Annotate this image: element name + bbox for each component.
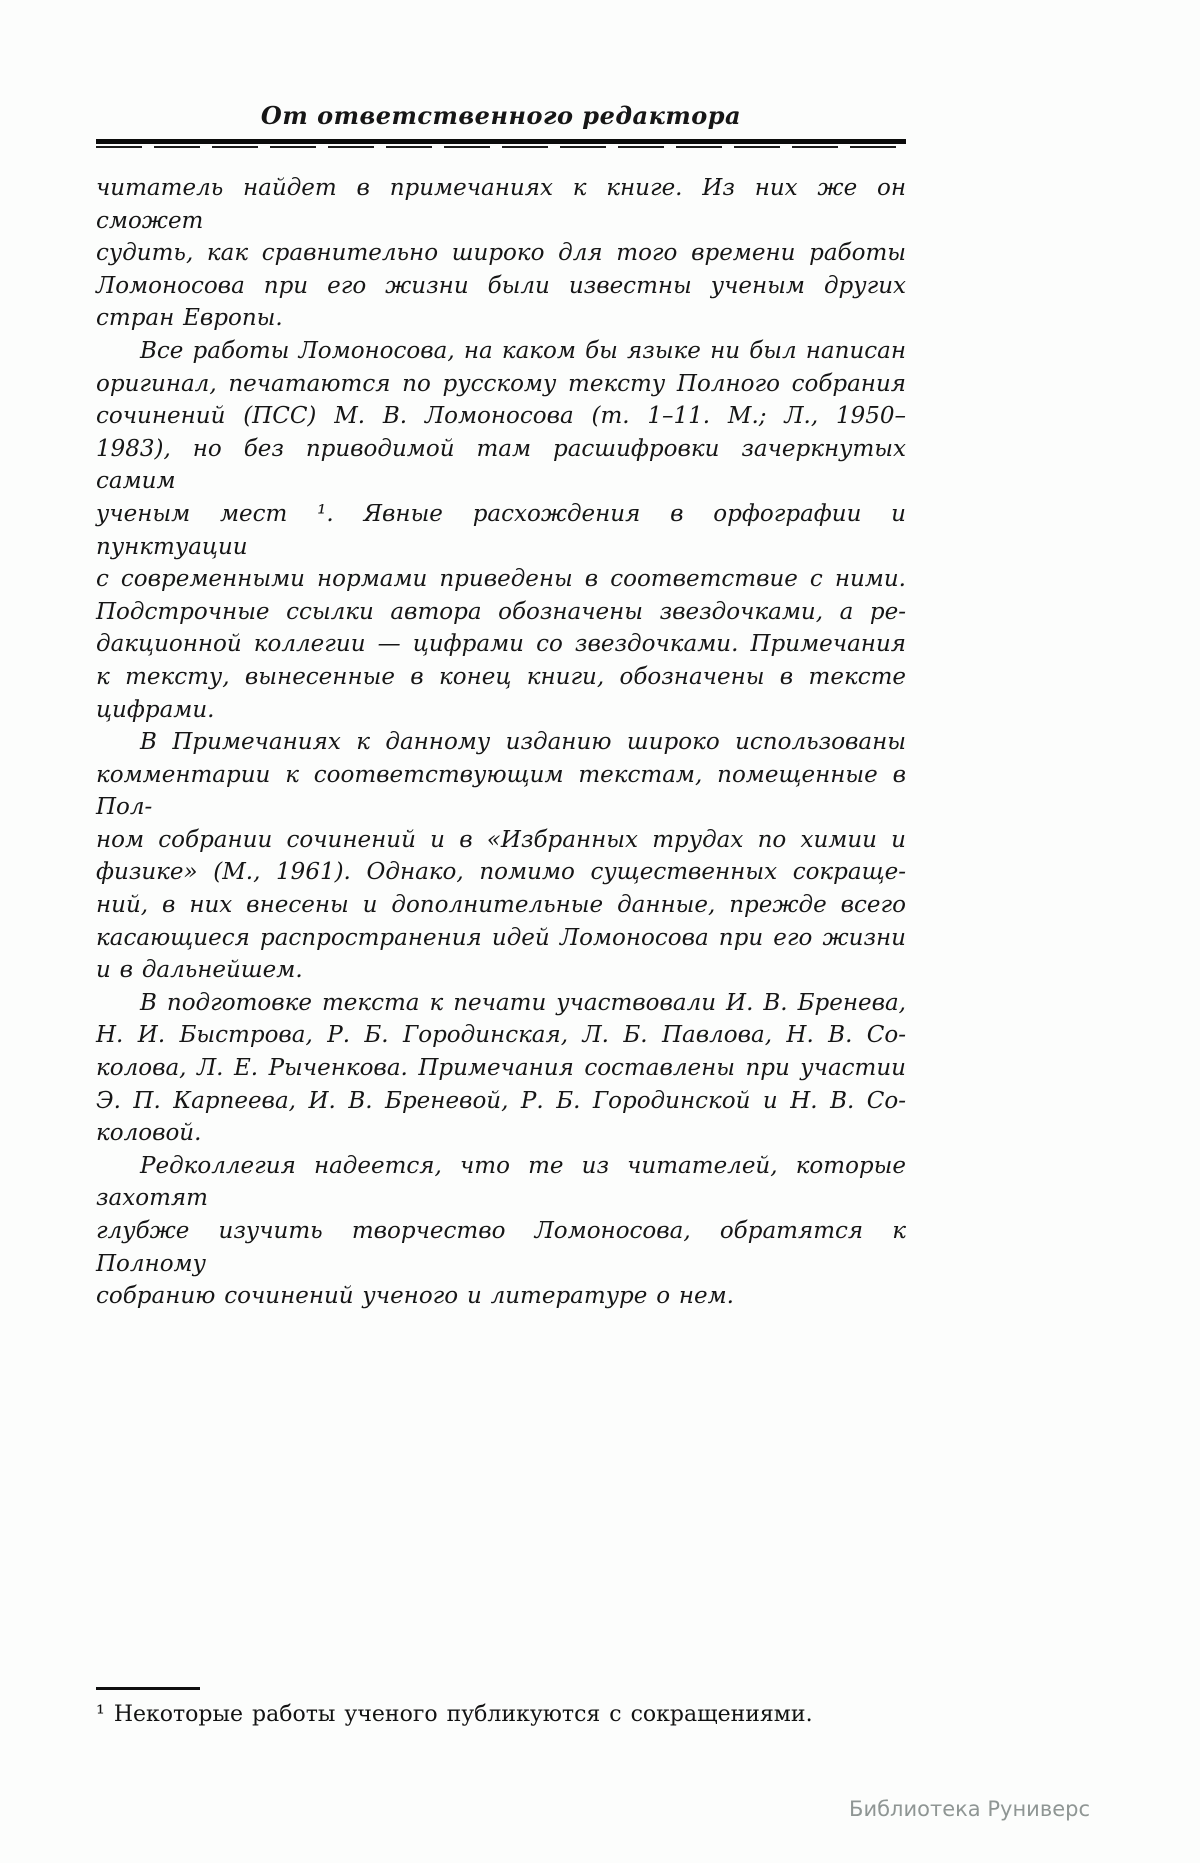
paragraph: [96, 987, 906, 1150]
text-line: с современными нормами приведены в соответствие с ними.: [96, 566, 906, 593]
paragraph: [96, 726, 906, 987]
header-rule-thin-line: [96, 146, 906, 148]
text-line: Э. П. Карпеева, И. В. Бреневой, Р. Б. Городинской и Н. В. Со-: [96, 1087, 906, 1114]
paragraph: [96, 1150, 906, 1313]
text-line: глубже изучить творчество Ломоносова, обратятся к Полному: [96, 1218, 906, 1277]
text-line: судить, как сравнительно широко для того времени работы: [96, 240, 906, 267]
paragraph: [96, 172, 906, 335]
text-line: Редколлегия надеется, что те из читателей, которые захотят: [96, 1152, 906, 1212]
text-line: дакционной коллегии — цифрами со звездочками. Примечания: [96, 631, 906, 658]
text-line: стран Европы.: [96, 305, 283, 332]
paragraph: [96, 335, 906, 726]
text-line: оригинал, печатаются по русскому тексту Полного собрания: [96, 370, 906, 397]
text-line: комментарии к соответствующим текстам, помещенные в Пол-: [96, 761, 906, 821]
footnote: ¹ Некоторые работы ученого публикуются с сокращениями.: [96, 1702, 813, 1727]
text-line: Подстрочные ссылки автора обозначены звездочками, а ре-: [96, 598, 906, 625]
body-text: [96, 172, 906, 1313]
text-block: [96, 102, 906, 1313]
text-line: Все работы Ломоносова, на каком бы языке ни был написан: [140, 337, 906, 364]
text-line: ний, в них внесены и дополнительные данные, прежде всего: [96, 892, 906, 919]
text-line: к тексту, вынесенные в конец книги, обозначены в тексте: [96, 663, 906, 690]
text-line: физике» (М., 1961). Однако, помимо существенных сокраще-: [96, 859, 906, 886]
text-line: касающиеся распространения идей Ломоносова при его жизни: [96, 924, 906, 951]
text-line: собранию сочинений ученого и литературе о нем.: [96, 1283, 734, 1310]
text-line: читатель найдет в примечаниях к книге. Из них же он сможет: [96, 175, 906, 234]
text-line: Н. И. Быстрова, Р. Б. Городинская, Л. Б. Павлова, Н. В. Со-: [96, 1022, 906, 1049]
header-rule-thick-line: [96, 139, 906, 144]
text-line: В подготовке текста к печати участвовали И. В. Бренева,: [140, 989, 906, 1016]
text-line: коловой.: [96, 1120, 202, 1147]
text-line: ном собрании сочинений и в «Избранных трудах по химии и: [96, 826, 906, 853]
text-line: колова, Л. Е. Рыченкова. Примечания составлены при участии: [96, 1055, 906, 1082]
text-line: Ломоносова при его жизни были известны ученым других: [96, 272, 906, 299]
text-line: и в дальнейшем.: [96, 957, 303, 984]
text-line: ученым мест ¹. Явные расхождения в орфографии и пунктуации: [96, 500, 906, 560]
text-line: цифрами.: [96, 696, 215, 723]
text-line: 1983), но без приводимой там расшифровки зачеркнутых самим: [96, 435, 906, 495]
text-line: сочинений (ПСС) М. В. Ломоносова (т. 1–11. М.; Л., 1950–: [96, 403, 906, 430]
running-header: От ответственного редактора: [260, 101, 742, 130]
text-line: В Примечаниях к данному изданию широко использованы: [140, 729, 906, 756]
header-rule: [96, 139, 906, 148]
footnote-rule: [96, 1687, 200, 1690]
watermark: Библиотека Руниверс: [849, 1797, 1090, 1821]
